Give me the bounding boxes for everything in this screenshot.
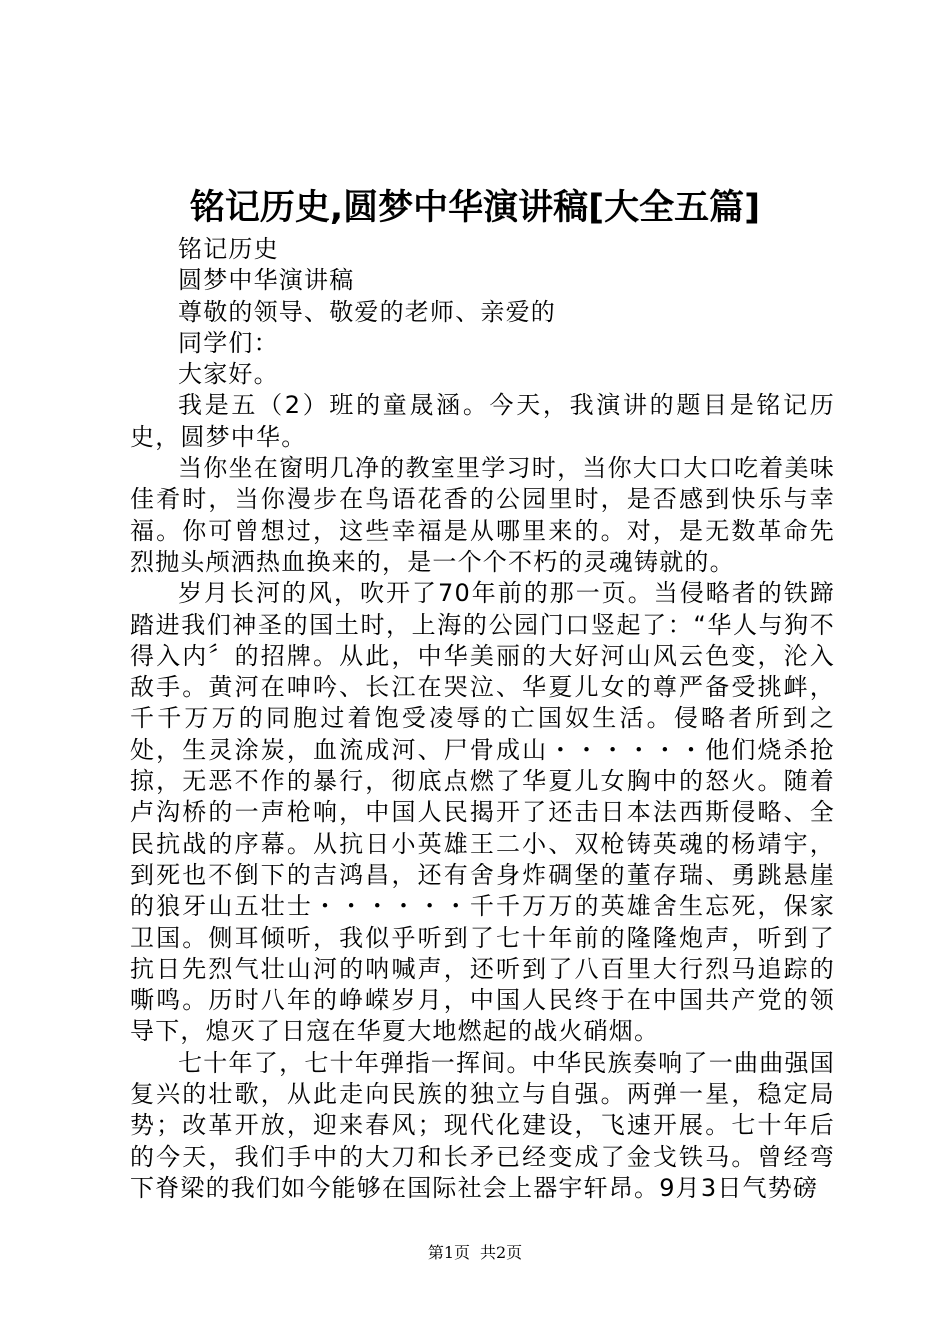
paragraph-intro: 我是五（2）班的童晟涵。今天，我演讲的题目是铭记历史，圆梦中华。 — [130, 391, 835, 451]
paragraph-heading-1: 铭记历史 — [178, 235, 279, 263]
paragraph-happiness: 当你坐在窗明几净的教室里学习时，当你大口大口吃着美味佳肴时，当你漫步在鸟语花香的公园里时，是否感到快乐与幸福。你可曾想过，这些幸福是从哪里来的。对，是无数革命先烈抛头颅洒热血换来的，是一个个不朽的灵魂铸就的。 — [130, 454, 835, 576]
page-footer — [0, 1242, 950, 1264]
document-title: 铭记历史,圆梦中华演讲稿[大全五篇] — [189, 188, 761, 228]
paragraph-seventy-years: 七十年了，七十年弹指一挥间。中华民族奏响了一曲曲强国复兴的壮歌，从此走向民族的独立与自强。两弹一星，稳定局势；改革开放，迎来春风；现代化建设，飞速开展。七十年后的今天，我们手中的大刀和长矛已经变成了金戈铁马。曾经弯下脊梁的我们如今能够在国际社会上器宇轩昂。9月3日气势磅 — [130, 1048, 835, 1202]
paragraph-history: 岁月长河的风，吹开了70年前的那一页。当侵略者的铁蹄踏进我们神圣的国土时，上海的公园门口竖起了：“华人与狗不得入内〞的招牌。从此，中华美丽的大好河山风云色变，沦入敌手。黄河在呻吟、长江在哭泣、华夏儿女的尊严备受挑衅，千千万万的同胞过着饱受凌辱的亡国奴生活。侵略者所到之处，生灵涂炭，血流成河、尸骨成山・・・・・・他们烧杀抢掠，无恶不作的暴行，彻底点燃了华夏儿女胸中的怒火。随着卢沟桥的一声枪响，中国人民揭开了还击日本法西斯侵略、全民抗战的序幕。从抗日小英雄王二小、双枪铸英魂的杨靖宇，到死也不倒下的吉鸿昌，还有舍身炸碉堡的董存瑞、勇跳悬崖的狼牙山五壮士・・・・・・千千万万的英雄舍生忘死，保家卫国。侧耳倾听，我似乎听到了七十年前的隆隆炮声，听到了抗日先烈气壮山河的呐喊声，还听到了八百里大行烈马追踪的嘶鸣。历时八年的峥嵘岁月，中国人民终于在中国共产党的领导下，熄灭了日寇在华夏大地燃起的战火硝烟。 — [130, 579, 835, 1046]
page-total: 共2页 — [480, 1243, 523, 1262]
document-body — [130, 234, 835, 1204]
page-number: 第1页 — [427, 1243, 470, 1262]
paragraph-greeting: 大家好。 — [178, 360, 279, 389]
paragraph-salutation: 尊敬的领导、敬爱的老师、亲爱的 — [178, 297, 556, 326]
paragraph-salutation-cont: 同学们： — [178, 328, 279, 357]
paragraph-heading-2: 圆梦中华演讲稿 — [178, 266, 355, 295]
